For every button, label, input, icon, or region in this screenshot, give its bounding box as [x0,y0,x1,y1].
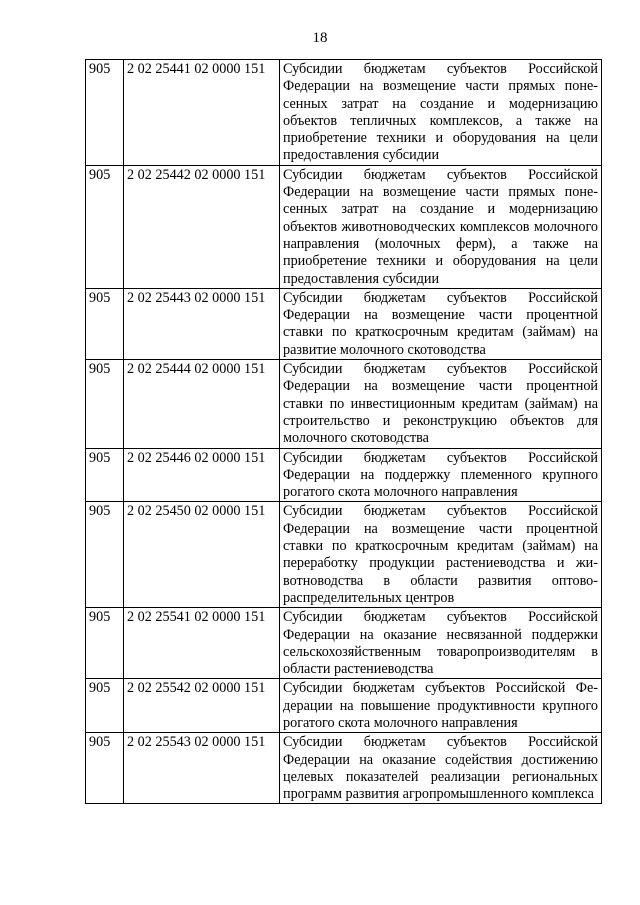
description-cell: Субсидии бюджетам субъектов Российской Федерации на оказание содействия достижению целевых показателей реализации региональных программ развития агропромышленного комплекса [280,733,602,804]
description-cell: Субсидии бюджетам субъектов Российской Федерации на поддержку племенного крупного рогатого скота молочного направления [280,448,602,502]
table-row [86,502,602,608]
budget-code-cell: 2 02 25450 02 0000 151 [124,502,280,608]
budget-classification-table [85,59,602,804]
budget-code-cell: 2 02 25442 02 0000 151 [124,165,280,288]
description-cell: Субсидии бюджетам субъектов Российской Федерации на возмещение части прямых понесенных затрат на создание и модернизацию объектов животноводческих комплексов молочного направления (молочных ферм), а также на приобретение техники и оборудования на цели предоставления субсидии [280,165,602,288]
budget-code-cell: 2 02 25443 02 0000 151 [124,288,280,359]
admin-code-cell: 905 [86,165,124,288]
page-number: 18 [312,30,328,46]
table-row [86,733,602,804]
budget-code-cell: 2 02 25446 02 0000 151 [124,448,280,502]
admin-code-cell: 905 [86,448,124,502]
table-row [86,288,602,359]
description-cell: Субсидии бюджетам субъектов Российской Федерации на возмещение части прямых понесенных затрат на создание и модернизацию объектов тепличных комплексов, а также на приобретение техники и оборудования на цели предоставления субсидии [280,60,602,166]
admin-code-cell: 905 [86,288,124,359]
description-cell: Субсидии бюджетам субъектов Российской Федерации на оказание несвязанной поддержки сельскохозяйственным товаропроизводителям в области растениеводства [280,608,602,679]
table-row [86,608,602,679]
admin-code-cell: 905 [86,502,124,608]
admin-code-cell: 905 [86,360,124,448]
table-row [86,60,602,166]
budget-code-cell: 2 02 25543 02 0000 151 [124,733,280,804]
admin-code-cell: 905 [86,608,124,679]
table-row [86,360,602,448]
table-body [86,60,602,804]
table-row [86,679,602,733]
table-row [86,448,602,502]
admin-code-cell: 905 [86,733,124,804]
budget-code-cell: 2 02 25444 02 0000 151 [124,360,280,448]
description-cell: Субсидии бюджетам субъектов Российской Федерации на возмещение части процентной ставки по краткосрочным кредитам (займам) на переработку продукции растениеводства и животноводства в области развития оптово-распределительных центров [280,502,602,608]
budget-code-cell: 2 02 25441 02 0000 151 [124,60,280,166]
description-cell: Субсидии бюджетам субъектов Российской Федерации на возмещение части процентной ставки по инвестиционным кредитам (займам) на строительство и реконструкцию объектов для молочного скотоводства [280,360,602,448]
admin-code-cell: 905 [86,679,124,733]
admin-code-cell: 905 [86,60,124,166]
description-cell: Субсидии бюджетам субъектов Российской Федерации на повышение продуктивности крупного рогатого скота молочного направления [280,679,602,733]
table-row [86,165,602,288]
description-cell: Субсидии бюджетам субъектов Российской Федерации на возмещение части процентной ставки по краткосрочным кредитам (займам) на развитие молочного скотоводства [280,288,602,359]
budget-code-cell: 2 02 25541 02 0000 151 [124,608,280,679]
budget-code-cell: 2 02 25542 02 0000 151 [124,679,280,733]
